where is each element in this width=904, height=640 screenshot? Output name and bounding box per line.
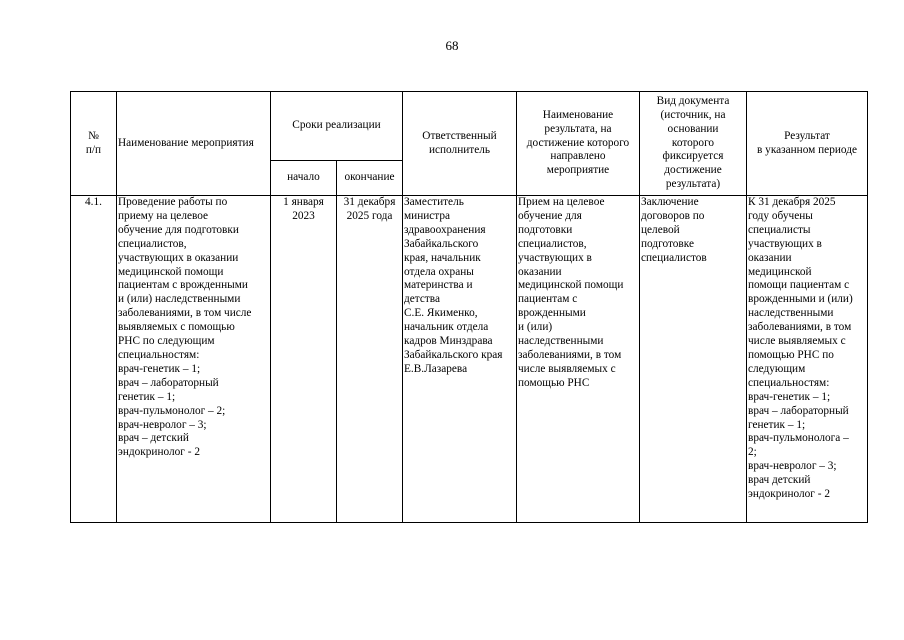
- row-start: 1 января 2023: [271, 196, 337, 523]
- row-num: 4.1.: [71, 196, 117, 523]
- row-event: Проведение работы по приему на целевое обучение для подготовки специалистов, участвующих в оказании медицинской помощи пациентам с врожденными и (или) наследственными заболеваниями, в том числе выявляемых с помощью РНС по следующим специальностям: врач-генетик – 1; врач – лабораторный генетик – 1; врач-пульмонолог – 2; врач-невролог – 3; врач – детский эндокринолог - 2: [117, 196, 271, 523]
- header-row-1: [71, 92, 868, 161]
- row-result-period: К 31 декабря 2025 году обучены специалисты участвующих в оказании медицинской помощи пациентам с врожденными и (или) наследственными заболеваниями, в том числе выявляемых с помощью РНС по следующим специальностям: врач-генетик – 1; врач – лабораторный генетик – 1; врач-пульмонолога – 2; врач-невролог – 3; врач детский эндокринолог - 2: [747, 196, 868, 523]
- row-doc-type: Заключение договоров по целевой подготовке специалистов: [640, 196, 747, 523]
- header-start: начало: [271, 161, 337, 196]
- header-result-period: Результат в указанном периоде: [747, 92, 868, 196]
- row-end: 31 декабря 2025 года: [337, 196, 403, 523]
- page-number: 68: [445, 38, 459, 53]
- header-num: № п/п: [71, 92, 117, 196]
- header-end: окончание: [337, 161, 403, 196]
- table-row: [71, 196, 868, 523]
- row-result-name: Прием на целевое обучение для подготовки специалистов, участвующих в оказании медицинской помощи пациентам с врожденными и (или) наследственными заболеваниями, в том числе выявляемых с помощью РНС: [517, 196, 640, 523]
- header-responsible: Ответственный исполнитель: [403, 92, 517, 196]
- header-doc-type: Вид документа (источник, на основании которого фиксируется достижение результата): [640, 92, 747, 196]
- plan-table: [70, 91, 868, 523]
- row-responsible: Заместитель министра здравоохранения Забайкальского края, начальник отдела охраны материнства и детства С.Е. Якименко, начальник отдела кадров Минздрава Забайкальского края Е.В.Лазарева: [403, 196, 517, 523]
- header-period: Сроки реализации: [271, 92, 403, 161]
- header-result-name: Наименование результата, на достижение которого направлено мероприятие: [517, 92, 640, 196]
- header-event-name: Наименование мероприятия: [117, 92, 271, 196]
